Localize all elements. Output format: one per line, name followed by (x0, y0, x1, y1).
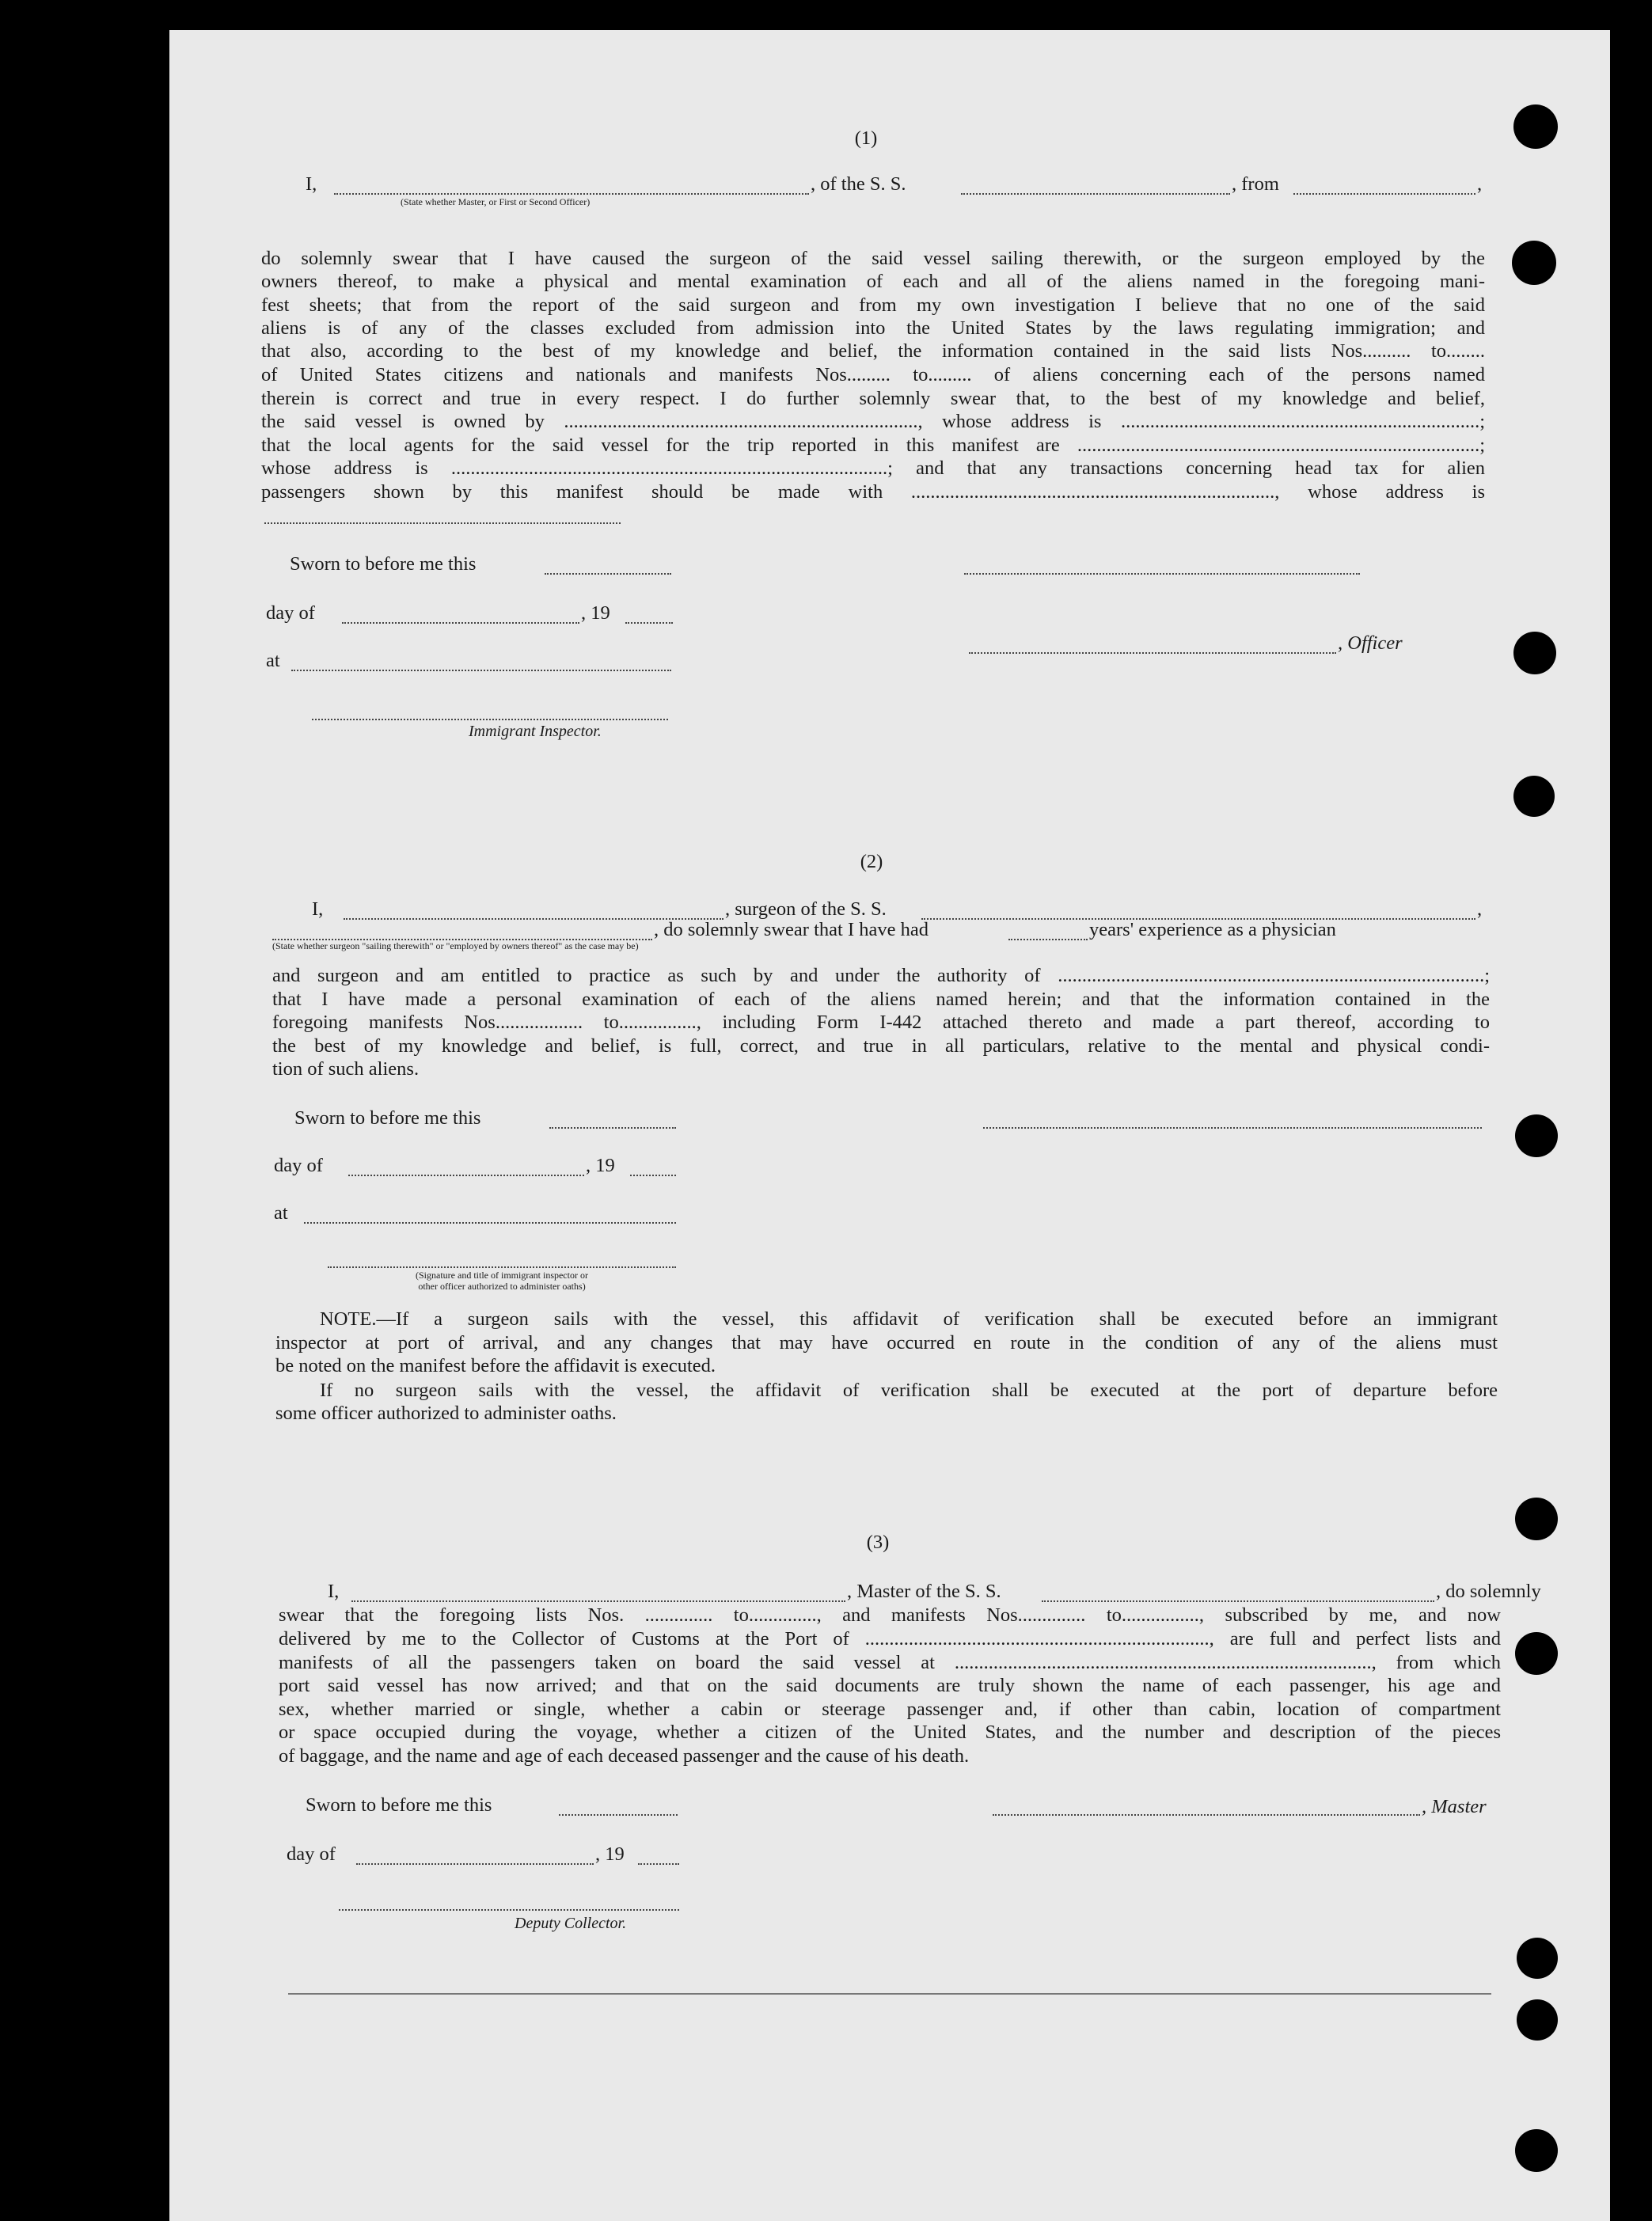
signature-note-line: (Signature and title of immigrant inspector or (416, 1270, 588, 1281)
year-label: , 19 (595, 1843, 625, 1865)
line-text: I, (328, 1581, 340, 1602)
manifest-page (169, 30, 1610, 2221)
paragraph-line: the best of my knowledge and belief, is full, correct, and true in all particulars, relative to the mental and physical condi- (272, 1035, 1490, 1057)
signature-line (993, 1814, 1420, 1816)
fill-line (264, 522, 621, 524)
fill-line (351, 1600, 845, 1602)
paragraph-line: aliens is of any of the classes excluded from admission into the United States by the laws regulating immigration; and (261, 317, 1485, 339)
officer-label: , Officer (1338, 632, 1403, 654)
paragraph-line: port said vessel has now arrived; and that on the said documents are truly shown the name of each passenger, his age and (279, 1675, 1501, 1696)
paragraph-line: passengers shown by this manifest should be made with ..........................................................................., whose address is (261, 481, 1485, 503)
at-label: at (274, 1202, 288, 1224)
paragraph-line: swear that the foregoing lists Nos. .............. to.............., and manifests Nos.............. to................, subscribed by me, and now (279, 1604, 1501, 1626)
year-label: , 19 (581, 602, 610, 624)
paragraph-line: sex, whether married or single, whether a cabin or steerage passenger and, if other than cabin, location of compartment (279, 1699, 1501, 1720)
at-label: at (266, 650, 280, 671)
note-line-1 (320, 1308, 1498, 1331)
section-1-heading: (1) (854, 127, 878, 149)
paragraph-line: some officer authorized to administer oaths. (275, 1403, 617, 1424)
fill-line (559, 1814, 678, 1816)
paragraph-line: owners thereof, to make a physical and mental examination of each and all of the aliens named in the foregoing mani- (261, 271, 1485, 292)
field-note: (State whether surgeon "sailing therewith" or "employed by owners thereof" as the case may be) (272, 940, 639, 951)
fill-line (961, 193, 1230, 195)
punch-hole (1517, 1999, 1558, 2041)
paragraph-line: tion of such aliens. (272, 1058, 420, 1080)
inspector-label: Immigrant Inspector. (469, 723, 602, 740)
line-text: I, (306, 173, 317, 195)
paragraph-line: of baggage, and the name and age of each deceased passenger and the cause of his death. (279, 1745, 970, 1767)
paragraph-line: manifests of all the passengers taken on board the said vessel at ......................................................................................, from which (279, 1652, 1501, 1673)
punch-hole (1513, 776, 1555, 817)
sworn-label: Sworn to before me this (294, 1107, 481, 1129)
fill-line (334, 193, 809, 195)
punch-hole (1515, 1114, 1558, 1157)
signature-line (983, 1127, 1482, 1129)
paragraph-line: the said vessel is owned by ........................................................................., whose address is ..........................................................................; (261, 411, 1485, 432)
line-text: years' experience as a physician (1089, 919, 1336, 940)
fill-line (348, 1175, 584, 1176)
paragraph-line: inspector at port of arrival, and any changes that may have occurred en route in the condition of any of the aliens must (275, 1332, 1498, 1353)
section-2-heading: (2) (860, 851, 883, 872)
punch-hole (1512, 241, 1556, 285)
paragraph-line: be noted on the manifest before the affidavit is executed. (275, 1355, 716, 1376)
paragraph-line: delivered by me to the Collector of Customs at the Port of ......................................................................., are full and perfect lists and (279, 1628, 1501, 1650)
day-label: day of (287, 1843, 336, 1865)
line-text: , do solemnly (1436, 1581, 1541, 1602)
punch-hole (1515, 1632, 1558, 1675)
line-text: , do solemnly swear that I have had (654, 919, 929, 940)
fill-line (356, 1863, 594, 1865)
fill-line (545, 573, 671, 575)
line-text: , from (1232, 173, 1279, 195)
paragraph-line: If no surgeon sails with the vessel, the affidavit of verification shall be executed at the port of departure before (320, 1380, 1498, 1401)
signature-line (969, 652, 1336, 654)
fill-line (342, 622, 579, 624)
fill-line (304, 1222, 676, 1224)
note-label: NOTE. (320, 1308, 377, 1330)
fill-line (1008, 939, 1088, 940)
signature-line (339, 1909, 679, 1911)
sworn-label: Sworn to before me this (290, 553, 477, 575)
line-text: , (1477, 898, 1483, 920)
paragraph-line: foregoing manifests Nos.................. to................, including Form I-442 attached thereto and made a part thereof, according to (272, 1012, 1490, 1033)
line-text: I, (312, 898, 324, 920)
fill-line (630, 1175, 676, 1176)
paragraph-line: fest sheets; that from the report of the said surgeon and from my own investigation I believe that no one of the said (261, 294, 1485, 316)
paragraph-line: therein is correct and true in every respect. I do further solemnly swear that, to the best of my knowledge and belief, (261, 388, 1485, 409)
punch-hole (1513, 632, 1556, 674)
fill-line (625, 622, 673, 624)
paragraph-line: do solemnly swear that I have caused the surgeon of the said vessel sailing therewith, or the surgeon employed by the (261, 248, 1485, 269)
line-text: , (1477, 173, 1483, 195)
paragraph-line: that also, according to the best of my knowledge and belief, the information contained in the said lists Nos.......... to........ (261, 340, 1485, 362)
signature-note (328, 1270, 676, 1292)
fill-line (638, 1863, 679, 1865)
signature-line (964, 573, 1360, 575)
paragraph-line: or space occupied during the voyage, whether a citizen of the United States, and the number and description of the pieces (279, 1722, 1501, 1743)
paragraph-line: that I have made a personal examination of each of the aliens named herein; and that the information contained in the (272, 989, 1490, 1010)
fill-line (549, 1127, 676, 1129)
field-note: (State whether Master, or First or Second Officer) (401, 196, 591, 207)
paragraph-line: —If a surgeon sails with the vessel, this affidavit of verification shall be executed before an immigrant (376, 1308, 1498, 1330)
line-text: , surgeon of the S. S. (725, 898, 887, 920)
fill-line (1042, 1600, 1434, 1602)
fill-line (1293, 193, 1475, 195)
master-label: , Master (1422, 1796, 1487, 1817)
paragraph-line: that the local agents for the said vessel for the trip reported in this manifest are ...................................................................................; (261, 435, 1485, 456)
paragraph-line: whose address is ..........................................................................................; and that any transactions concerning head tax for alien (261, 457, 1485, 479)
punch-hole (1515, 2129, 1558, 2172)
day-label: day of (274, 1155, 323, 1176)
paragraph-line: and surgeon and am entitled to practice as such by and under the authority of ........................................................................................; (272, 965, 1490, 986)
bottom-rule (288, 1993, 1491, 1995)
line-text: , Master of the S. S. (847, 1581, 1001, 1602)
signature-note-line: other officer authorized to administer oaths) (418, 1281, 586, 1292)
section-3-heading: (3) (866, 1532, 890, 1553)
line-text: , of the S. S. (811, 173, 906, 195)
year-label: , 19 (586, 1155, 615, 1176)
sworn-label: Sworn to before me this (306, 1794, 492, 1816)
punch-hole (1517, 1938, 1558, 1979)
paragraph-line: of United States citizens and nationals and manifests Nos......... to......... of aliens concerning each of the persons named (261, 364, 1485, 385)
collector-label: Deputy Collector. (515, 1915, 627, 1932)
day-label: day of (266, 602, 315, 624)
signature-line (328, 1266, 676, 1268)
fill-line (291, 670, 671, 671)
